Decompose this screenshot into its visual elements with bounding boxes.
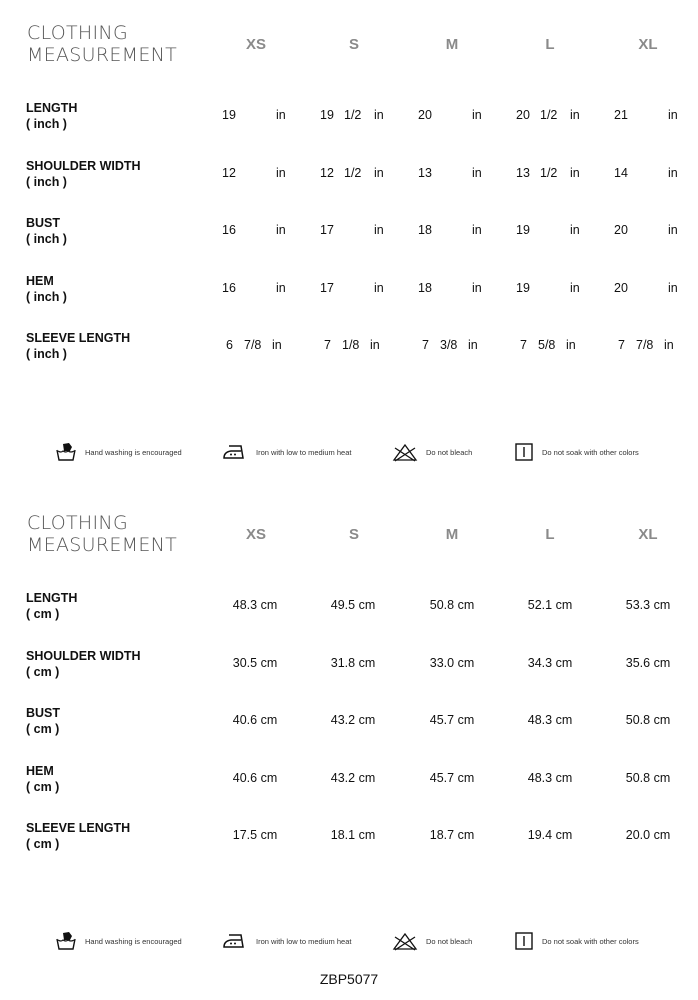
value-unit: in xyxy=(276,280,286,295)
value-whole: 19 xyxy=(222,108,236,122)
measurement-row xyxy=(0,820,698,860)
value-whole: 6 xyxy=(226,338,233,352)
cell-value: 48.3 cm xyxy=(232,598,278,612)
care-instructions xyxy=(0,440,698,470)
value-whole: 12 xyxy=(320,165,334,180)
row-name: LENGTH xyxy=(26,591,78,605)
care-item xyxy=(55,440,182,464)
cell-value: 50.8 cm xyxy=(625,770,671,785)
row-name: HEM xyxy=(26,273,54,288)
care-item xyxy=(392,440,472,464)
value-fraction: 1/2 xyxy=(344,165,362,180)
value-unit: in xyxy=(570,165,580,180)
row-name: SLEEVE LENGTH xyxy=(26,331,131,345)
row-unit: ( inch ) xyxy=(26,117,67,131)
cell-value: 43.2 cm xyxy=(330,713,376,727)
title-line-2: MEASUREMENT xyxy=(27,534,178,556)
care-text: Iron with low to medium heat xyxy=(256,936,352,946)
size-header-xs: XS xyxy=(245,36,266,53)
care-text: Hand washing is encouraged xyxy=(85,936,182,946)
value-fraction: 7/8 xyxy=(244,338,262,352)
title-line-2: MEASUREMENT xyxy=(27,44,178,66)
row-name: BUST xyxy=(26,706,61,720)
value-fraction: 1/8 xyxy=(342,338,360,352)
value-unit: in xyxy=(570,223,580,237)
value-unit: in xyxy=(374,165,384,180)
value-unit: in xyxy=(570,108,580,122)
row-unit: ( cm ) xyxy=(26,607,60,621)
value-unit: in xyxy=(668,165,678,180)
size-header-xl: XL xyxy=(638,36,658,53)
cell-value: 17.5 cm xyxy=(232,828,278,842)
row-label xyxy=(26,100,77,132)
row-name: LENGTH xyxy=(26,101,78,115)
row-unit: ( cm ) xyxy=(26,837,60,851)
cell-value: 30.5 cm xyxy=(232,655,278,670)
cell-value: 18.7 cm xyxy=(429,828,475,842)
value-fraction: 1/2 xyxy=(344,108,362,122)
size-header-s: S xyxy=(348,526,359,543)
do-not-bleach-icon xyxy=(392,931,418,951)
value-whole: 7 xyxy=(618,338,625,352)
measurement-row xyxy=(0,705,698,745)
row-name: SLEEVE LENGTH xyxy=(26,821,131,835)
iron-icon xyxy=(222,442,248,462)
value-unit: in xyxy=(276,165,286,180)
measurement-row xyxy=(0,158,698,198)
row-unit: ( cm ) xyxy=(26,722,60,736)
value-whole: 20 xyxy=(614,280,628,295)
measurement-row xyxy=(0,590,698,630)
value-whole: 17 xyxy=(320,280,334,295)
cell-value: 34.3 cm xyxy=(527,655,573,670)
value-unit: in xyxy=(272,338,282,352)
value-unit: in xyxy=(668,223,678,237)
value-whole: 20 xyxy=(418,108,432,122)
value-whole: 16 xyxy=(222,280,236,295)
row-unit: ( inch ) xyxy=(26,174,67,189)
size-header-l: L xyxy=(545,36,555,53)
care-item xyxy=(222,929,351,953)
value-fraction: 5/8 xyxy=(538,338,556,352)
do-not-bleach-icon xyxy=(392,442,418,462)
care-text: Do not bleach xyxy=(426,936,473,946)
cell-value: 48.3 cm xyxy=(527,770,573,785)
care-text: Iron with low to medium heat xyxy=(256,447,352,457)
iron-icon xyxy=(222,931,248,951)
value-whole: 17 xyxy=(320,223,334,237)
value-whole: 7 xyxy=(422,338,429,352)
row-label xyxy=(26,158,141,190)
cell-value: 31.8 cm xyxy=(330,655,376,670)
value-unit: in xyxy=(472,108,482,122)
cell-value: 43.2 cm xyxy=(330,770,376,785)
row-unit: ( cm ) xyxy=(26,664,60,679)
care-item xyxy=(55,929,182,953)
care-instructions xyxy=(0,929,698,959)
measurement-row xyxy=(0,330,698,370)
row-name: BUST xyxy=(26,216,61,230)
do-not-soak-icon xyxy=(514,442,534,462)
care-text: Do not soak with other colors xyxy=(542,936,639,946)
cell-value: 40.6 cm xyxy=(232,713,278,727)
value-whole: 19 xyxy=(516,280,530,295)
value-whole: 7 xyxy=(520,338,527,352)
size-header-m: M xyxy=(445,36,459,53)
value-whole: 20 xyxy=(516,108,530,122)
cell-value: 33.0 cm xyxy=(429,655,475,670)
row-label xyxy=(26,273,67,305)
value-whole: 13 xyxy=(516,165,530,180)
value-whole: 21 xyxy=(614,108,628,122)
value-whole: 18 xyxy=(418,223,432,237)
size-header-m: M xyxy=(445,526,459,543)
value-whole: 12 xyxy=(222,165,236,180)
row-name: SHOULDER WIDTH xyxy=(26,158,141,173)
cell-value: 48.3 cm xyxy=(527,713,573,727)
value-whole: 16 xyxy=(222,223,236,237)
value-whole: 20 xyxy=(614,223,628,237)
section-title xyxy=(27,22,177,66)
value-unit: in xyxy=(374,223,384,237)
care-text: Do not soak with other colors xyxy=(542,447,639,457)
care-item xyxy=(514,929,639,953)
cell-value: 35.6 cm xyxy=(625,655,671,670)
inch-measurement-section xyxy=(0,0,698,490)
value-whole: 14 xyxy=(614,165,628,180)
value-fraction: 7/8 xyxy=(636,338,654,352)
value-unit: in xyxy=(566,338,576,352)
size-header-xs: XS xyxy=(245,526,266,543)
care-text: Do not bleach xyxy=(426,447,473,457)
cm-measurement-section xyxy=(0,490,698,960)
row-label xyxy=(26,590,77,622)
size-header-s: S xyxy=(348,36,359,53)
value-whole: 7 xyxy=(324,338,331,352)
cell-value: 20.0 cm xyxy=(625,828,671,842)
value-unit: in xyxy=(374,108,384,122)
care-item xyxy=(392,929,472,953)
value-whole: 18 xyxy=(418,280,432,295)
value-unit: in xyxy=(468,338,478,352)
cell-value: 45.7 cm xyxy=(429,713,475,727)
row-label xyxy=(26,820,130,852)
row-name: HEM xyxy=(26,763,54,778)
care-text: Hand washing is encouraged xyxy=(85,447,182,457)
row-label xyxy=(26,215,67,247)
value-unit: in xyxy=(664,338,674,352)
title-line-1: CLOTHING xyxy=(27,22,128,44)
value-whole: 19 xyxy=(516,223,530,237)
value-unit: in xyxy=(276,108,286,122)
value-unit: in xyxy=(668,280,678,295)
cell-value: 19.4 cm xyxy=(527,828,573,842)
do-not-soak-icon xyxy=(514,931,534,951)
value-fraction: 1/2 xyxy=(540,108,558,122)
size-header-l: L xyxy=(545,526,555,543)
value-unit: in xyxy=(668,108,678,122)
cell-value: 49.5 cm xyxy=(330,598,376,612)
cell-value: 18.1 cm xyxy=(330,828,376,842)
cell-value: 53.3 cm xyxy=(625,598,671,612)
value-unit: in xyxy=(472,165,482,180)
section-title xyxy=(27,512,177,556)
row-label xyxy=(26,705,60,737)
row-label xyxy=(26,763,59,795)
measurement-row xyxy=(0,215,698,255)
cell-value: 52.1 cm xyxy=(527,598,573,612)
value-unit: in xyxy=(370,338,380,352)
measurement-row xyxy=(0,763,698,803)
value-whole: 19 xyxy=(320,108,334,122)
measurement-row xyxy=(0,648,698,688)
hand-wash-icon xyxy=(55,931,77,951)
value-fraction: 3/8 xyxy=(440,338,458,352)
row-unit: ( inch ) xyxy=(26,289,67,304)
value-unit: in xyxy=(374,280,384,295)
care-item xyxy=(222,440,351,464)
row-unit: ( inch ) xyxy=(26,232,67,246)
hand-wash-icon xyxy=(55,442,77,462)
value-whole: 13 xyxy=(418,165,432,180)
title-line-1: CLOTHING xyxy=(27,512,128,534)
product-code: ZBP5077 xyxy=(319,971,379,987)
value-unit: in xyxy=(570,280,580,295)
value-unit: in xyxy=(472,280,482,295)
care-item xyxy=(514,440,639,464)
row-unit: ( inch ) xyxy=(26,347,67,361)
row-unit: ( cm ) xyxy=(26,779,60,794)
value-unit: in xyxy=(276,223,286,237)
row-name: SHOULDER WIDTH xyxy=(26,648,141,663)
row-label xyxy=(26,648,141,680)
row-label xyxy=(26,330,130,362)
measurement-row xyxy=(0,100,698,140)
size-header-xl: XL xyxy=(638,526,658,543)
value-unit: in xyxy=(472,223,482,237)
measurement-row xyxy=(0,273,698,313)
cell-value: 50.8 cm xyxy=(429,598,475,612)
cell-value: 40.6 cm xyxy=(232,770,278,785)
value-fraction: 1/2 xyxy=(540,165,558,180)
cell-value: 50.8 cm xyxy=(625,713,671,727)
cell-value: 45.7 cm xyxy=(429,770,475,785)
